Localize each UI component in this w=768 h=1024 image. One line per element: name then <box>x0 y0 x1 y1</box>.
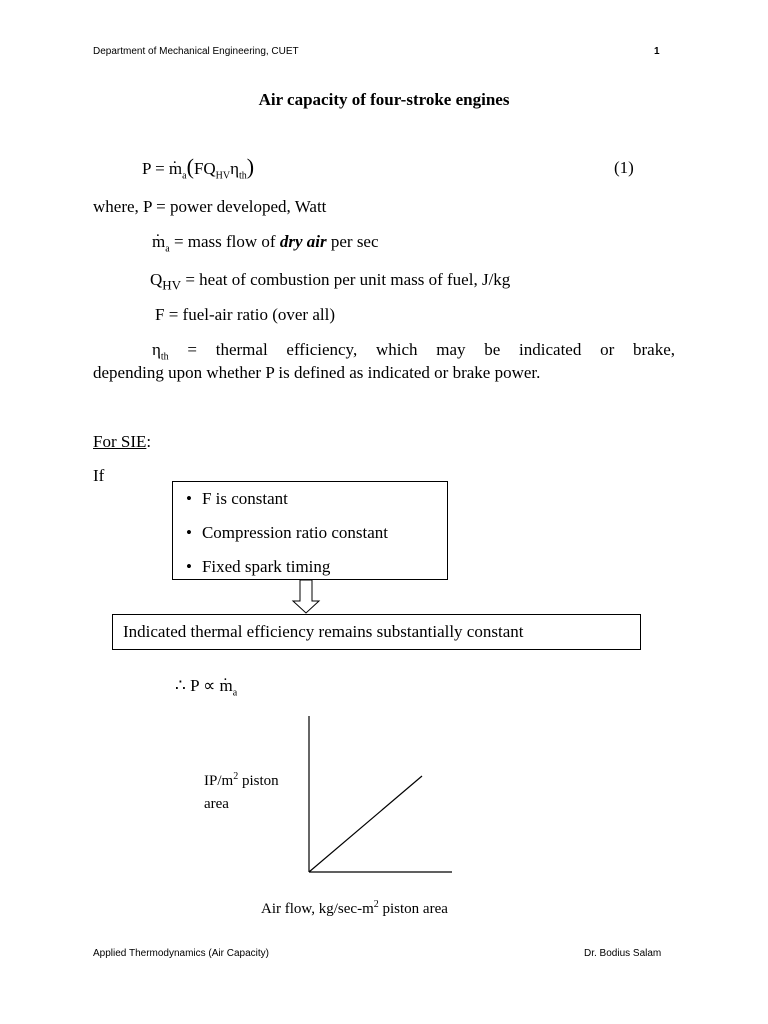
equation-body: FQ <box>193 159 216 178</box>
eta-symbol: η <box>152 340 161 359</box>
eta-symbol: η <box>230 159 240 178</box>
header-department: Department of Mechanical Engineering, CUET <box>93 46 299 57</box>
equation-lhs: P = <box>142 159 169 178</box>
equation-1 <box>142 156 254 182</box>
down-arrow-icon <box>291 579 321 615</box>
definition-thermal-efficiency <box>152 340 675 363</box>
result-box <box>112 614 641 650</box>
sie-heading-label: For SIE <box>93 432 147 451</box>
x-label-piston: piston area <box>378 901 448 917</box>
q-symbol: Q <box>150 270 163 289</box>
y-label-unit: IP/m <box>204 773 234 789</box>
y-label-sup: 2 <box>233 771 239 782</box>
x-label-unit: Air flow, kg/sec-m <box>261 901 374 917</box>
equation-eta-subscript: th <box>239 170 247 182</box>
x-label-sup: 2 <box>373 899 379 910</box>
sie-heading-colon: : <box>146 432 152 451</box>
thermal-efficiency-continuation: depending upon whether P is defined as indicated or brake power. <box>93 363 541 382</box>
m-dot-symbol: . m <box>152 232 165 252</box>
m-dot-symbol: . m <box>169 159 182 179</box>
mass-flow-subscript: a <box>165 243 170 255</box>
sie-heading <box>93 432 151 452</box>
equation-body-subscript: HV <box>215 170 231 182</box>
equation-number: (1) <box>614 158 634 177</box>
condition-item: • Compression ratio constant <box>186 516 388 550</box>
definition-heating-value <box>150 270 510 293</box>
open-paren: ( <box>186 154 194 179</box>
proportionality <box>175 676 237 699</box>
proportional-subscript: a <box>232 687 238 699</box>
footer-course: Applied Thermodynamics (Air Capacity) <box>93 948 269 959</box>
y-label-piston: piston <box>238 773 279 789</box>
close-paren: ) <box>246 154 255 179</box>
mass-flow-emphasis: dry air <box>279 232 327 251</box>
x-axis-label <box>261 899 448 918</box>
thermal-efficiency-text: = thermal efficiency, which may be indicated or brake, <box>168 340 675 359</box>
result-text: Indicated thermal efficiency remains substantially constant <box>123 622 524 641</box>
conditions-list <box>186 482 388 584</box>
mass-flow-text-2: per sec <box>326 232 379 251</box>
condition-item: • Fixed spark timing <box>186 550 388 584</box>
definition-power: where, P = power developed, Watt <box>93 197 327 216</box>
conditions-box <box>172 481 448 580</box>
line-graph <box>300 710 460 880</box>
equation-m-subscript: a <box>182 170 187 182</box>
y-axis-label-line2: area <box>204 796 229 813</box>
y-axis-label <box>204 769 279 817</box>
condition-item: • F is constant <box>186 482 388 516</box>
footer-author: Dr. Bodius Salam <box>584 948 662 959</box>
q-subscript: HV <box>162 277 182 293</box>
definition-fuel-air-ratio: F = fuel-air ratio (over all) <box>155 305 335 324</box>
y-axis-label-line1 <box>204 769 279 793</box>
page-title: Air capacity of four-stroke engines <box>258 90 510 109</box>
proportional-line <box>309 776 422 872</box>
mass-flow-text-1: = mass flow of <box>169 232 280 251</box>
page-number: 1 <box>654 46 660 57</box>
heating-value-text: = heat of combustion per unit mass of fuel, J/kg <box>181 270 511 289</box>
m-dot-symbol: . m <box>220 676 233 696</box>
eta-subscript: th <box>160 351 169 363</box>
therefore-p-proportional: ∴ P ∝ <box>175 676 220 695</box>
if-label: If <box>93 466 105 485</box>
definition-mass-flow <box>152 232 379 255</box>
